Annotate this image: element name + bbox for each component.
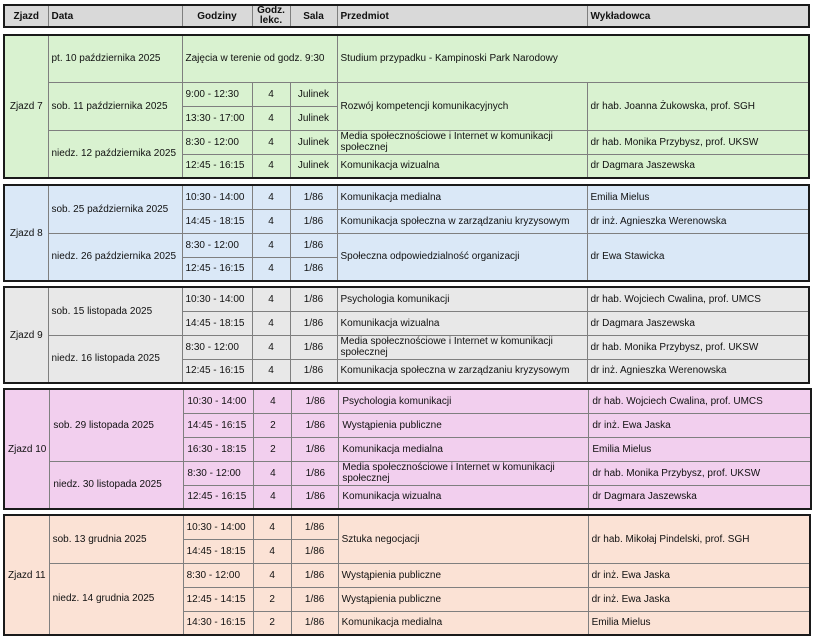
lecturer-cell: dr hab. Wojciech Cwalina, prof. UMCS (587, 287, 809, 311)
lecturer-cell: dr inż. Ewa Jaska (588, 587, 810, 611)
hours-cell: 4 (253, 539, 291, 563)
time-cell: 10:30 - 14:00 (182, 287, 252, 311)
room-cell: 1/86 (292, 485, 339, 509)
zjazd-label: Zjazd 7 (4, 35, 48, 178)
date-cell: niedz. 16 listopada 2025 (48, 335, 182, 383)
header-zjazd: Zjazd (4, 5, 48, 27)
note-cell: Zajęcia w terenie od godz. 9:30 (182, 35, 337, 82)
hours-cell: 4 (252, 287, 290, 311)
room-cell: 1/86 (291, 515, 338, 539)
room-cell: 1/86 (292, 389, 339, 413)
room-cell: 1/86 (291, 539, 338, 563)
room-cell: Julinek (290, 130, 337, 154)
lecturer-cell: dr Ewa Stawicka (587, 233, 809, 281)
room-cell: 1/86 (290, 359, 337, 383)
time-cell: 14:45 - 16:15 (184, 413, 254, 437)
subject-cell: Psychologia komunikacji (339, 389, 589, 413)
time-cell: 13:30 - 17:00 (182, 106, 252, 130)
zjazd-11-block (3, 514, 811, 636)
lecturer-cell: dr hab. Monika Przybysz, prof. UKSW (589, 461, 811, 485)
lecturer-cell: dr Dagmara Jaszewska (587, 311, 809, 335)
header-godz-lekc: Godz. lekc. (252, 5, 290, 27)
subject-cell: Studium przypadku - Kampinoski Park Narodowy (337, 35, 809, 82)
time-cell: 12:45 - 14:15 (183, 587, 253, 611)
room-cell: 1/86 (290, 185, 337, 209)
time-cell: 14:45 - 18:15 (182, 209, 252, 233)
time-cell: 16:30 - 18:15 (184, 437, 254, 461)
hours-cell: 4 (253, 563, 291, 587)
time-cell: 8:30 - 12:00 (183, 563, 253, 587)
time-cell: 14:30 - 16:15 (183, 611, 253, 635)
date-cell: niedz. 26 października 2025 (48, 233, 182, 281)
lecturer-cell: Emilia Mielus (587, 185, 809, 209)
time-cell: 8:30 - 12:00 (182, 335, 252, 359)
hours-cell: 2 (254, 413, 292, 437)
hours-cell: 2 (253, 587, 291, 611)
hours-cell: 4 (254, 461, 292, 485)
zjazd-8-block (3, 184, 810, 282)
room-cell: 1/86 (290, 335, 337, 359)
subject-cell: Media społecznościowe i Internet w komunikacji społecznej (339, 461, 589, 485)
room-cell: Julinek (290, 154, 337, 178)
hours-cell: 4 (252, 359, 290, 383)
lecturer-cell: dr hab. Joanna Żukowska, prof. SGH (587, 82, 809, 130)
lecturer-cell: dr inż. Ewa Jaska (588, 563, 810, 587)
header-wykladowca: Wykładowca (587, 5, 809, 27)
date-cell: sob. 25 października 2025 (48, 185, 182, 233)
header-przedmiot: Przedmiot (337, 5, 587, 27)
subject-cell: Rozwój kompetencji komunikacyjnych (337, 82, 587, 130)
time-cell: 8:30 - 12:00 (182, 233, 252, 257)
time-cell: 12:45 - 16:15 (182, 154, 252, 178)
room-cell: 1/86 (291, 587, 338, 611)
time-cell: 10:30 - 14:00 (182, 185, 252, 209)
zjazd-label: Zjazd 10 (4, 389, 50, 509)
time-cell: 14:45 - 18:15 (182, 311, 252, 335)
hours-cell: 4 (252, 233, 290, 257)
subject-cell: Wystąpienia publiczne (338, 563, 588, 587)
lecturer-cell: dr Dagmara Jaszewska (587, 154, 809, 178)
date-cell: sob. 29 listopada 2025 (50, 389, 184, 461)
date-cell: niedz. 30 listopada 2025 (50, 461, 184, 509)
date-cell: sob. 11 października 2025 (48, 82, 182, 130)
lecturer-cell: dr hab. Monika Przybysz, prof. UKSW (587, 335, 809, 359)
schedule-header (3, 4, 810, 28)
zjazd-label: Zjazd 9 (4, 287, 48, 383)
room-cell: Julinek (290, 82, 337, 106)
lecturer-cell: Emilia Mielus (589, 437, 811, 461)
subject-cell: Komunikacja społeczna w zarządzaniu kryzysowym (337, 209, 587, 233)
time-cell: 14:45 - 18:15 (183, 539, 253, 563)
hours-cell: 4 (252, 311, 290, 335)
subject-cell: Psychologia komunikacji (337, 287, 587, 311)
subject-cell: Komunikacja medialna (338, 611, 588, 635)
hours-cell: 4 (254, 389, 292, 413)
room-cell: 1/86 (290, 209, 337, 233)
subject-cell: Komunikacja wizualna (337, 154, 587, 178)
time-cell: 12:45 - 16:15 (182, 359, 252, 383)
date-cell: niedz. 14 grudnia 2025 (49, 563, 183, 635)
hours-cell: 4 (252, 335, 290, 359)
date-cell: pt. 10 października 2025 (48, 35, 182, 82)
time-cell: 10:30 - 14:00 (184, 389, 254, 413)
hours-cell: 2 (254, 437, 292, 461)
time-cell: 8:30 - 12:00 (184, 461, 254, 485)
lecturer-cell: Emilia Mielus (588, 611, 810, 635)
subject-cell: Komunikacja społeczna w zarządzaniu kryzysowym (337, 359, 587, 383)
zjazd-label: Zjazd 8 (4, 185, 48, 281)
room-cell: 1/86 (290, 311, 337, 335)
lecturer-cell: dr hab. Mikołaj Pindelski, prof. SGH (588, 515, 810, 563)
subject-cell: Media społecznościowe i Internet w komunikacji społecznej (337, 130, 587, 154)
zjazd-7-block (3, 34, 810, 179)
subject-cell: Wystąpienia publiczne (338, 587, 588, 611)
hours-cell: 4 (252, 130, 290, 154)
date-cell: sob. 15 listopada 2025 (48, 287, 182, 335)
subject-cell: Komunikacja wizualna (339, 485, 589, 509)
zjazd-9-block (3, 286, 810, 384)
room-cell: 1/86 (290, 257, 337, 281)
hours-cell: 4 (252, 106, 290, 130)
room-cell: 1/86 (292, 413, 339, 437)
header-godziny: Godziny (182, 5, 252, 27)
time-cell: 10:30 - 14:00 (183, 515, 253, 539)
lecturer-cell: dr Dagmara Jaszewska (589, 485, 811, 509)
room-cell: 1/86 (291, 611, 338, 635)
subject-cell: Media społecznościowe i Internet w komunikacji społecznej (337, 335, 587, 359)
subject-cell: Komunikacja medialna (339, 437, 589, 461)
subject-cell: Komunikacja medialna (337, 185, 587, 209)
hours-cell: 4 (253, 515, 291, 539)
date-cell: sob. 13 grudnia 2025 (49, 515, 183, 563)
subject-cell: Wystąpienia publiczne (339, 413, 589, 437)
room-cell: 1/86 (291, 563, 338, 587)
zjazd-10-block (3, 388, 812, 510)
room-cell: Julinek (290, 106, 337, 130)
lecturer-cell: dr hab. Wojciech Cwalina, prof. UMCS (589, 389, 811, 413)
subject-cell: Sztuka negocjacji (338, 515, 588, 563)
header-data: Data (48, 5, 182, 27)
lecturer-cell: dr inż. Agnieszka Werenowska (587, 359, 809, 383)
lecturer-cell: dr inż. Ewa Jaska (589, 413, 811, 437)
room-cell: 1/86 (292, 461, 339, 485)
room-cell: 1/86 (292, 437, 339, 461)
subject-cell: Komunikacja wizualna (337, 311, 587, 335)
hours-cell: 4 (254, 485, 292, 509)
hours-cell: 4 (252, 209, 290, 233)
hours-cell: 4 (252, 257, 290, 281)
time-cell: 9:00 - 12:30 (182, 82, 252, 106)
hours-cell: 4 (252, 154, 290, 178)
hours-cell: 4 (252, 82, 290, 106)
time-cell: 8:30 - 12:00 (182, 130, 252, 154)
room-cell: 1/86 (290, 287, 337, 311)
hours-cell: 2 (253, 611, 291, 635)
hours-cell: 4 (252, 185, 290, 209)
lecturer-cell: dr hab. Monika Przybysz, prof. UKSW (587, 130, 809, 154)
zjazd-label: Zjazd 11 (4, 515, 49, 635)
subject-cell: Społeczna odpowiedzialność organizacji (337, 233, 587, 281)
time-cell: 12:45 - 16:15 (182, 257, 252, 281)
room-cell: 1/86 (290, 233, 337, 257)
lecturer-cell: dr inż. Agnieszka Werenowska (587, 209, 809, 233)
header-sala: Sala (290, 5, 337, 27)
date-cell: niedz. 12 października 2025 (48, 130, 182, 178)
time-cell: 12:45 - 16:15 (184, 485, 254, 509)
